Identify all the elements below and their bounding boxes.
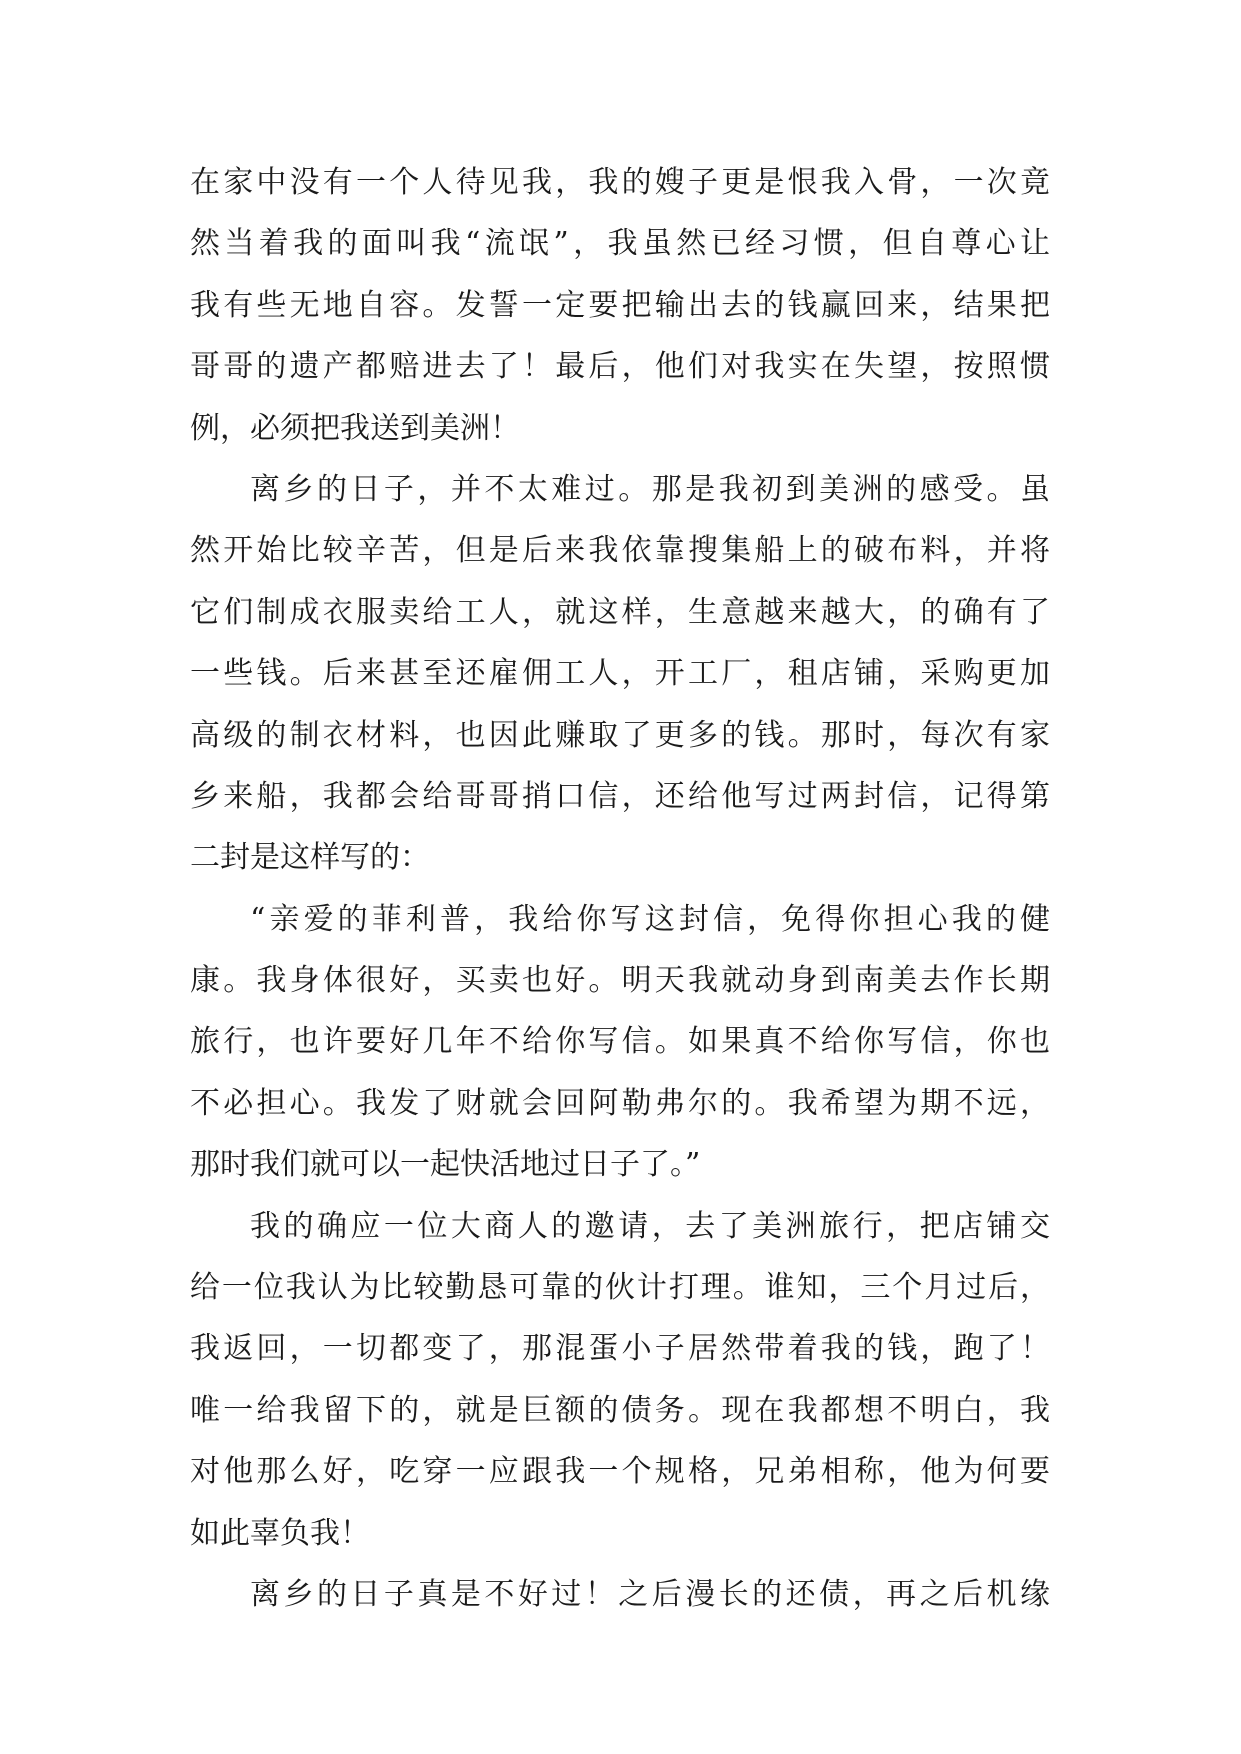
text-line: 哥哥的遗产都赔进去了！最后，他们对我实在失望，按照惯 xyxy=(190,349,1050,385)
text-line: 离乡的日子，并不太难过。那是我初到美洲的感受。虽 xyxy=(250,471,1050,507)
text-line: 例，必须把我送到美洲！ xyxy=(190,410,520,446)
text-line: 给一位我认为比较勤恳可靠的伙计打理。谁知，三个月过后， xyxy=(190,1270,1050,1306)
text-line: 二封是这样写的： xyxy=(190,840,430,876)
text-line: “亲爱的菲利普，我给你写这封信，免得你担心我的健 xyxy=(250,901,1050,937)
text-line: 我的确应一位大商人的邀请，去了美洲旅行，把店铺交 xyxy=(250,1208,1050,1244)
text-line: 然当着我的面叫我“流氓”，我虽然已经习惯，但自尊心让 xyxy=(190,226,1050,262)
text-line: 离乡的日子真是不好过！之后漫长的还债，再之后机缘 xyxy=(250,1576,1050,1612)
text-line: 乡来船，我都会给哥哥捎口信，还给他写过两封信，记得第 xyxy=(190,778,1050,814)
text-line: 那时我们就可以一起快活地过日子了。” xyxy=(190,1147,701,1183)
body-text xyxy=(190,152,1050,1625)
text-line: 然开始比较辛苦，但是后来我依靠搜集船上的破布料，并将 xyxy=(190,533,1050,569)
text-line: 旅行，也许要好几年不给你写信。如果真不给你写信，你也 xyxy=(190,1024,1050,1060)
text-line: 对他那么好，吃穿一应跟我一个规格，兄弟相称，他为何要 xyxy=(190,1454,1050,1490)
text-line: 高级的制衣材料，也因此赚取了更多的钱。那时，每次有家 xyxy=(190,717,1050,753)
text-line: 一些钱。后来甚至还雇佣工人，开工厂，租店铺，采购更加 xyxy=(190,656,1050,692)
text-line: 康。我身体很好，买卖也好。明天我就动身到南美去作长期 xyxy=(190,963,1050,999)
text-line: 在家中没有一个人待见我，我的嫂子更是恨我入骨，一次竟 xyxy=(190,165,1050,200)
text-line: 我有些无地自容。发誓一定要把输出去的钱赢回来，结果把 xyxy=(190,287,1050,323)
text-line: 唯一给我留下的，就是巨额的债务。现在我都想不明白，我 xyxy=(190,1392,1050,1428)
text-line: 我返回，一切都变了，那混蛋小子居然带着我的钱，跑了！ xyxy=(190,1331,1050,1367)
text-line: 不必担心。我发了财就会回阿勒弗尔的。我希望为期不远， xyxy=(190,1085,1050,1121)
text-line: 它们制成衣服卖给工人，就这样，生意越来越大，的确有了 xyxy=(190,594,1050,630)
text-line: 如此辜负我！ xyxy=(190,1515,370,1551)
